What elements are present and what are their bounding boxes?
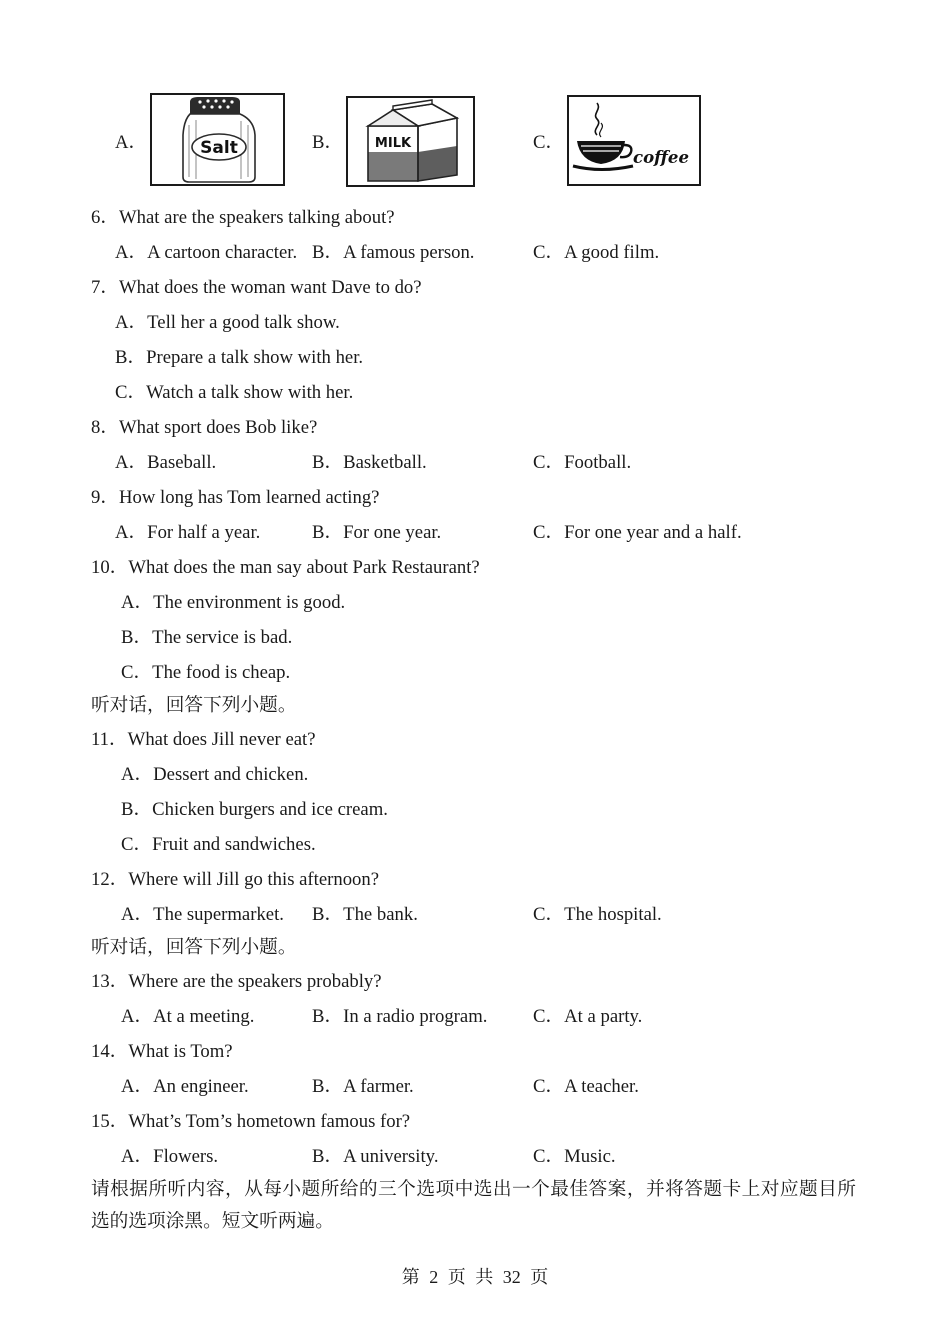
question-stem-row [0, 200, 950, 235]
question-12 [0, 862, 950, 932]
option-c: C．At a party. [533, 1006, 643, 1027]
picture-option-c-label: C． [533, 132, 565, 153]
question-stem-row [0, 964, 950, 999]
question-6 [0, 200, 950, 270]
question-stem: 14．What is Tom? [91, 1041, 233, 1062]
milk-carton-picture [346, 96, 475, 187]
question-stem-row [0, 270, 950, 305]
question-stem: 15．What’s Tom’s hometown famous for? [91, 1111, 411, 1132]
milk-label-text: MILK [374, 136, 412, 151]
option-a: A．A cartoon character. [115, 242, 298, 263]
coffee-cup-icon [567, 95, 701, 186]
option-a: A．For half a year. [115, 522, 261, 543]
option-c: C．A teacher. [533, 1076, 639, 1097]
options-row [0, 305, 950, 340]
question-7 [0, 270, 950, 410]
option-c: C．Watch a talk show with her. [115, 382, 354, 403]
options-row [0, 515, 950, 550]
option-b: B．The bank. [312, 904, 418, 925]
option-a: A．Flowers. [121, 1146, 219, 1167]
salt-shaker-icon [150, 93, 285, 186]
options-row [0, 585, 950, 620]
salt-shaker-picture [150, 93, 285, 186]
option-b: B．A famous person. [312, 242, 475, 263]
question-stem: 13．Where are the speakers probably? [91, 971, 382, 992]
options-row [0, 827, 950, 862]
question-stem: 8．What sport does Bob like? [91, 417, 318, 438]
options-row [0, 620, 950, 655]
section-instruction [0, 690, 950, 722]
question-stem-row [0, 410, 950, 445]
option-a: A．At a meeting. [121, 1006, 255, 1027]
section-instruction-text: 听对话，回答下列小题。 [91, 937, 297, 958]
option-a: A．An engineer. [121, 1076, 249, 1097]
options-row [0, 340, 950, 375]
question-15 [0, 1104, 950, 1174]
option-b: B．Chicken burgers and ice cream. [121, 799, 388, 820]
option-b: B．For one year. [312, 522, 442, 543]
question-10 [0, 550, 950, 690]
question-14 [0, 1034, 950, 1104]
option-b: B．A university. [312, 1146, 439, 1167]
options-row [0, 792, 950, 827]
options-row [0, 757, 950, 792]
question-stem-row [0, 550, 950, 585]
option-c: C．The hospital. [533, 904, 662, 925]
picture-option-b-label: B． [312, 132, 344, 153]
question-stem: 11．What does Jill never eat? [91, 729, 316, 750]
option-b: B．Basketball. [312, 452, 427, 473]
option-c: C．For one year and a half. [533, 522, 742, 543]
question-stem: 12．Where will Jill go this afternoon? [91, 869, 380, 890]
section-instruction-text: 听对话，回答下列小题。 [91, 695, 297, 716]
question-stem-row [0, 1104, 950, 1139]
option-a: A．Dessert and chicken. [121, 764, 309, 785]
option-b: B．A farmer. [312, 1076, 414, 1097]
question-11 [0, 722, 950, 862]
coffee-cup-picture [567, 95, 701, 186]
option-c: C．Fruit and sandwiches. [121, 834, 316, 855]
question-8 [0, 410, 950, 480]
options-row [0, 999, 950, 1034]
question-stem-row [0, 1034, 950, 1069]
question-stem: 6．What are the speakers talking about? [91, 207, 395, 228]
option-c: C．Music. [533, 1146, 616, 1167]
option-a: A．Tell her a good talk show. [115, 312, 340, 333]
option-b: B．In a radio program. [312, 1006, 488, 1027]
question-stem: 9．How long has Tom learned acting? [91, 487, 380, 508]
options-row [0, 235, 950, 270]
question-list [0, 200, 950, 1238]
next-section-instruction: 请根据所听内容，从每小题所给的三个选项中选出一个最佳答案，并将答题卡上对应题目所选的选项涂黑。短文听两遍。 [91, 1179, 856, 1232]
options-row [0, 445, 950, 480]
question-stem: 10．What does the man say about Park Restaurant? [91, 557, 480, 578]
option-b: B．The service is bad. [121, 627, 293, 648]
question-stem-row [0, 480, 950, 515]
option-c: C．Football. [533, 452, 632, 473]
milk-carton-icon [346, 96, 475, 187]
options-row [0, 375, 950, 410]
question-stem-row [0, 722, 950, 757]
options-row [0, 1139, 950, 1174]
option-a: A．Baseball. [115, 452, 217, 473]
options-row [0, 655, 950, 690]
coffee-label-text: coffee [633, 148, 690, 168]
question-9 [0, 480, 950, 550]
option-c: C．The food is cheap. [121, 662, 291, 683]
option-b: B．Prepare a talk show with her. [115, 347, 364, 368]
option-a: A．The supermarket. [121, 904, 284, 925]
section-instruction [0, 932, 950, 964]
salt-label-text: Salt [200, 138, 238, 158]
options-row [0, 1069, 950, 1104]
question-stem-row [0, 862, 950, 897]
option-a: A．The environment is good. [121, 592, 346, 613]
picture-option-a-label: A． [115, 132, 148, 153]
option-c: C．A good film. [533, 242, 660, 263]
options-row [0, 897, 950, 932]
page-footer: 第 2 页 共 32 页 [401, 1267, 549, 1287]
question-stem: 7．What does the woman want Dave to do? [91, 277, 422, 298]
question-13 [0, 964, 950, 1034]
